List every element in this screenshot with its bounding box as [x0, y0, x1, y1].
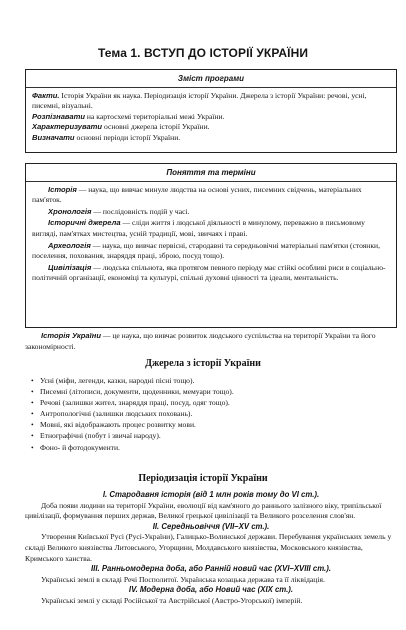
divider: [26, 87, 396, 88]
list-item: • Антропологічні (залишки людських поховань).: [40, 408, 234, 419]
list-item: • Фоно- й фотодокументи.: [40, 442, 234, 453]
term-definition: [32, 263, 390, 284]
sources-list: [40, 375, 234, 453]
period-text: Українські землі у складі Російської та Австрійської (Австро-Угорської) імперій.: [41, 595, 303, 605]
term-definition: [32, 185, 390, 206]
contents-line: [32, 133, 390, 144]
terms-heading: Поняття та терміни: [166, 168, 256, 177]
list-item: • Мовні, які відображають процес розвитку мови.: [40, 419, 234, 430]
term-text: — сліди життя і людської діяльності в минулому, переважно в письмовому вигляді, пам'ятках мистецтва, усній традиції, мові, звичаях і праві.: [32, 218, 365, 238]
period-title: IV. Модерна доба, або Новий час (XIX ст.).: [128, 585, 294, 595]
term-key: Хронологія: [48, 206, 92, 216]
contents-text: основні періоди історії України.: [74, 132, 181, 142]
list-item: • Писемні (літописи, документи, щоденники, мемуари тощо).: [40, 386, 234, 397]
term-key: Цивілізація: [48, 262, 92, 272]
contents-key: Визначати: [32, 132, 75, 142]
term-key: Археологія: [48, 240, 91, 250]
term-key: Історичні джерела: [48, 218, 121, 228]
term-key: Історія: [48, 184, 77, 194]
sources-heading: Джерела з історії України: [145, 358, 261, 369]
contents-line: [32, 91, 390, 112]
contents-text: на картосхемі територіальні межі України.: [85, 111, 225, 121]
periodization-heading: Періодизація історії України: [138, 473, 268, 484]
contents-key: Характеризувати: [32, 122, 103, 132]
period-text: Утворення Київської Русі (Русі-України), Галицько-Волинської держави. Перебування українських земель у складі Великого князівства Литовського, Угорщини, Молдавського князівства, Московського князівства, Кримського ханства.: [25, 532, 392, 563]
divider: [26, 181, 396, 182]
terms-box: [25, 163, 397, 328]
program-contents-heading: Зміст програми: [177, 74, 245, 83]
program-contents-box: [25, 69, 397, 153]
contents-line: [32, 112, 390, 123]
term-text: — послідовність подій у часі.: [91, 206, 190, 216]
contents-text: основні джерела історії України.: [102, 122, 210, 132]
period-title: II. Середньовіччя (VII–XV ст.).: [152, 521, 270, 531]
term-text: — наука, що вивчає первісні, стародавні та середньовічні матеріальні пам'ятки (стоянки, поселення, поховання, знаряддя праці, зброю, посуд тощо).: [32, 240, 381, 261]
term-text: — людська спільнота, яка протягом певного періоду має стійкі особливі риси в соціально-політичній організації, економіці та культурі, спільні духовні цінності та ідеали, ментальність.: [32, 262, 386, 283]
intro-key: Історія України: [41, 331, 101, 340]
contents-text: Історія України як наука. Періодизація історії України. Джерела з історії України: речові, усні, писемні, візуальні.: [32, 90, 367, 111]
contents-key: Факти.: [32, 90, 60, 100]
list-item: • Етнографічні (побут і звичаї народу).: [40, 430, 234, 441]
list-item: • Речові (залишки жител, знаряддя праці, посуд, одяг тощо).: [40, 397, 234, 408]
list-item: • Усні (міфи, легенди, казки, народні пісні тощо).: [40, 375, 234, 386]
periodization-list: [25, 490, 397, 607]
page-title: Тема 1. ВСТУП ДО ІСТОРІЇ УКРАЇНИ: [97, 46, 309, 60]
contents-key: Розпізнавати: [32, 111, 86, 121]
period-text: Українські землі в складі Речі Посполитої. Українська козацька держава та її ліквідація.: [41, 574, 325, 584]
term-definition: [32, 218, 390, 239]
period-title: III. Ранньомодерна доба, або Ранній новий час (XVI–XVIII ст.).: [91, 564, 331, 574]
period-title: I. Стародавня історія (від 1 млн років тому до VI ст.).: [102, 490, 320, 499]
term-definition: [32, 207, 390, 218]
intro-paragraph: [25, 331, 397, 352]
contents-line: [32, 122, 390, 133]
intro-text: — це наука, що вивчає розвиток людського суспільства на території України та його закономірності.: [25, 331, 376, 351]
term-definition: [32, 241, 390, 262]
period-text: Доба появи людини на території України, еволюції від кам'яного до раннього залізного віку, трипільської цивілізації, формування перших держав, Великої грецької цивілізації та Великого розселення слов'ян.: [25, 500, 382, 521]
term-text: — наука, що вивчає минуле людства на основі усних, писемних свідчень, матеріальних пам'яток.: [32, 184, 362, 205]
